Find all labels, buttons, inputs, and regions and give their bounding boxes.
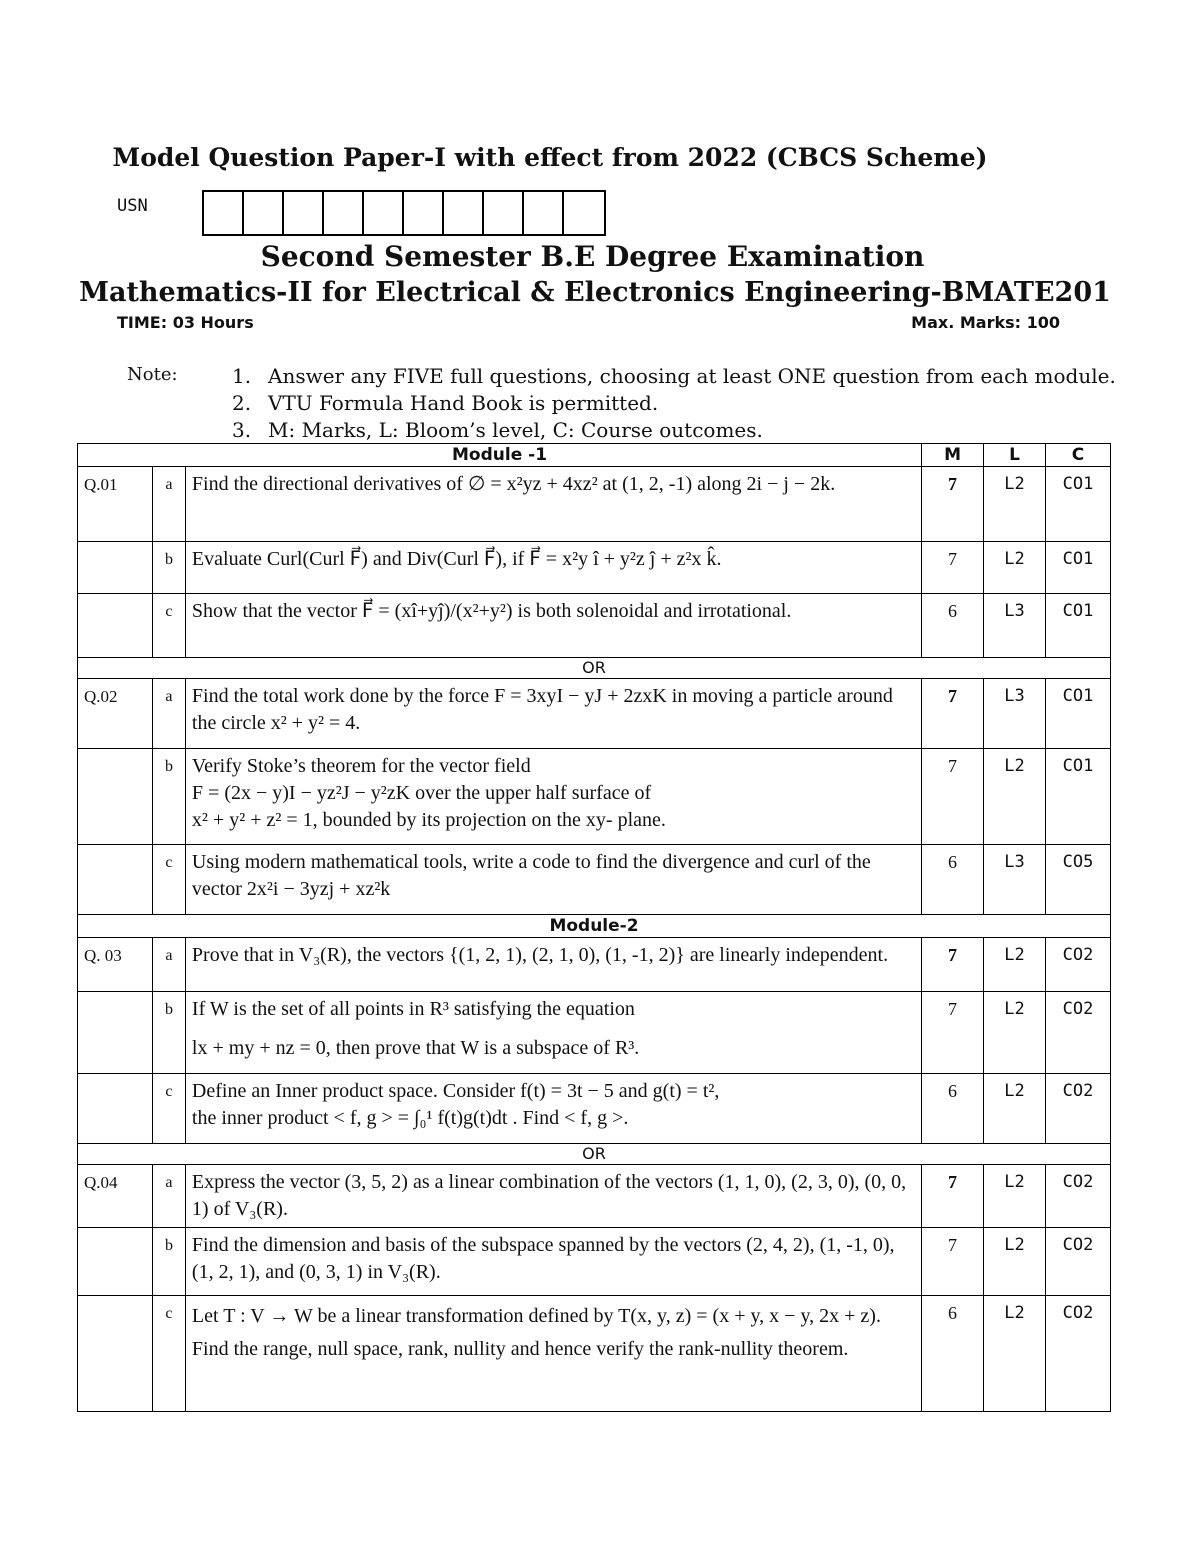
question-number: Q.04 [78, 1165, 153, 1228]
usn-cell [284, 192, 324, 234]
question-text: Prove that in V₃(R), the vectors {(1, 2, 1), (2, 1, 0), (1, -1, 2)} are linearly independent. [185, 938, 921, 992]
table-row [78, 594, 1111, 658]
question-number [78, 845, 153, 915]
level-cell: L2 [984, 1074, 1046, 1144]
usn-cell [484, 192, 524, 234]
marks-cell: 7 [922, 542, 984, 594]
time-label: TIME: 03 Hours [117, 313, 254, 332]
part-label: a [152, 938, 185, 992]
table-row [78, 1074, 1111, 1144]
table-row [78, 992, 1111, 1074]
question-text: Find the directional derivatives of ∅ = x²yz + 4xz² at (1, 2, -1) along 2i − j − 2k. [185, 467, 921, 542]
outcome-cell: CO1 [1045, 679, 1110, 749]
question-text: Using modern mathematical tools, write a code to find the divergence and curl of the vector 2x²i − 3yzj + xz²k [185, 845, 921, 915]
level-cell: L3 [984, 679, 1046, 749]
table-row [78, 845, 1111, 915]
note-text: M: Marks, L: Bloom’s level, C: Course outcomes. [268, 418, 763, 442]
part-label: b [152, 1228, 185, 1296]
question-line: If W is the set of all points in R³ satisfying the equation [191, 998, 635, 1020]
part-label: a [152, 1165, 185, 1228]
or-separator: OR [78, 658, 1111, 679]
level-cell: L3 [984, 845, 1046, 915]
note-text: Answer any FIVE full questions, choosing at least ONE question from each module. [268, 364, 1116, 388]
usn-cell [364, 192, 404, 234]
part-label: a [152, 679, 185, 749]
part-label: c [152, 594, 185, 658]
outcome-cell: CO1 [1045, 749, 1110, 845]
question-line: Verify Stoke’s theorem for the vector field [191, 755, 531, 777]
question-number: Q.01 [78, 467, 153, 542]
marks-cell: 7 [922, 749, 984, 845]
level-cell: L2 [984, 542, 1046, 594]
table-row [78, 938, 1111, 992]
marks-cell: 7 [922, 938, 984, 992]
module-heading-row [78, 915, 1111, 938]
outcome-cell: CO1 [1045, 467, 1110, 542]
question-number: Q.02 [78, 679, 153, 749]
question-text: Find the dimension and basis of the subspace spanned by the vectors (2, 4, 2), (1, -1, 0), (1, 2, 1), and (0, 3, 1) in V₃(R). [185, 1228, 921, 1296]
usn-cell [244, 192, 284, 234]
question-number [78, 594, 153, 658]
question-line: x² + y² + z² = 1, bounded by its projection on the xy- plane. [191, 809, 666, 831]
or-separator-row [78, 1144, 1111, 1165]
note-number: 1. [232, 364, 252, 388]
question-line: lx + my + nz = 0, then prove that W is a subspace of R³. [191, 1037, 640, 1059]
col-header-marks: M [922, 444, 984, 467]
outcome-cell: CO1 [1045, 594, 1110, 658]
part-label: b [152, 992, 185, 1074]
question-number [78, 1228, 153, 1296]
marks-cell: 7 [922, 1165, 984, 1228]
level-cell: L2 [984, 1228, 1046, 1296]
usn-cell [404, 192, 444, 234]
question-text [185, 992, 921, 1074]
note-item [232, 364, 1116, 391]
question-text: Evaluate Curl(Curl F⃗) and Div(Curl F⃗), if F⃗ = x²y î + y²z ĵ + z²x k̂. [185, 542, 921, 594]
usn-cell [444, 192, 484, 234]
marks-cell: 7 [922, 1228, 984, 1296]
col-header-outcome: C [1045, 444, 1110, 467]
question-number [78, 1074, 153, 1144]
question-number [78, 992, 153, 1074]
note-text: VTU Formula Hand Book is permitted. [268, 391, 659, 415]
question-text [185, 1074, 921, 1144]
exam-title: Second Semester B.E Degree Examination [260, 240, 925, 273]
note-list [232, 364, 1116, 445]
outcome-cell: CO5 [1045, 845, 1110, 915]
outcome-cell: CO1 [1045, 542, 1110, 594]
marks-cell: 7 [922, 467, 984, 542]
note-label: Note: [127, 364, 178, 385]
marks-cell: 6 [922, 1296, 984, 1412]
table-row [78, 679, 1111, 749]
usn-cell [204, 192, 244, 234]
marks-cell: 6 [922, 594, 984, 658]
marks-cell: 6 [922, 1074, 984, 1144]
marks-cell: 7 [922, 679, 984, 749]
question-line: Define an Inner product space. Consider f(t) = 3t − 5 and g(t) = t², [191, 1080, 720, 1102]
question-text: Find the total work done by the force F = 3xyI − yJ + 2zxK in moving a particle around the circle x² + y² = 4. [185, 679, 921, 749]
col-header-level: L [984, 444, 1046, 467]
table-row [78, 1296, 1111, 1412]
note-number: 2. [232, 391, 252, 415]
max-marks-label: Max. Marks: 100 [911, 313, 1060, 332]
table-row [78, 542, 1111, 594]
question-number: Q. 03 [78, 938, 153, 992]
note-item [232, 418, 1116, 445]
table-row [78, 1228, 1111, 1296]
part-label: c [152, 1296, 185, 1412]
question-number [78, 542, 153, 594]
usn-cell [324, 192, 364, 234]
part-label: c [152, 1074, 185, 1144]
note-item [232, 391, 1116, 418]
question-number [78, 1296, 153, 1412]
usn-cell [524, 192, 564, 234]
table-row [78, 1165, 1111, 1228]
part-label: b [152, 542, 185, 594]
table-row [78, 749, 1111, 845]
outcome-cell: CO2 [1045, 1165, 1110, 1228]
level-cell: L2 [984, 938, 1046, 992]
outcome-cell: CO2 [1045, 1296, 1110, 1412]
subject-title: Mathematics-II for Electrical & Electronics Engineering-BMATE201 [79, 277, 1111, 308]
table-row [78, 467, 1111, 542]
level-cell: L2 [984, 1165, 1046, 1228]
question-number [78, 749, 153, 845]
level-cell: L3 [984, 594, 1046, 658]
question-line: F = (2x − y)I − yz²J − y²zK over the upper half surface of [191, 782, 652, 804]
outcome-cell: CO2 [1045, 1074, 1110, 1144]
part-label: c [152, 845, 185, 915]
outcome-cell: CO2 [1045, 1228, 1110, 1296]
level-cell: L2 [984, 749, 1046, 845]
paper-title: Model Question Paper-I with effect from 2022 (CBCS Scheme) [112, 143, 988, 172]
usn-grid [202, 190, 606, 236]
outcome-cell: CO2 [1045, 938, 1110, 992]
module-heading: Module-2 [78, 915, 1111, 938]
or-separator-row [78, 658, 1111, 679]
usn-label: USN [117, 196, 148, 216]
table-header-row [78, 444, 1111, 467]
question-text [185, 749, 921, 845]
or-separator: OR [78, 1144, 1111, 1165]
outcome-cell: CO2 [1045, 992, 1110, 1074]
question-line: the inner product < f, g > = ∫₀¹ f(t)g(t)dt . Find < f, g >. [191, 1107, 629, 1129]
part-label: a [152, 467, 185, 542]
module-heading: Module -1 [78, 444, 922, 467]
usn-cell [564, 192, 604, 234]
level-cell: L2 [984, 992, 1046, 1074]
marks-cell: 6 [922, 845, 984, 915]
note-number: 3. [232, 418, 252, 442]
question-text: Express the vector (3, 5, 2) as a linear combination of the vectors (1, 1, 0), (2, 3, 0), (0, 0, 1) of V₃(R). [185, 1165, 921, 1228]
marks-cell: 7 [922, 992, 984, 1074]
part-label: b [152, 749, 185, 845]
level-cell: L2 [984, 467, 1046, 542]
question-text: Let T : V → W be a linear transformation defined by T(x, y, z) = (x + y, x − y, 2x + z). Find the range, null space, rank, nullity and hence verify the rank-nullity theorem. [185, 1296, 921, 1412]
question-text: Show that the vector F⃗ = (xî+yĵ)/(x²+y²) is both solenoidal and irrotational. [185, 594, 921, 658]
level-cell: L2 [984, 1296, 1046, 1412]
question-table [77, 443, 1111, 1412]
